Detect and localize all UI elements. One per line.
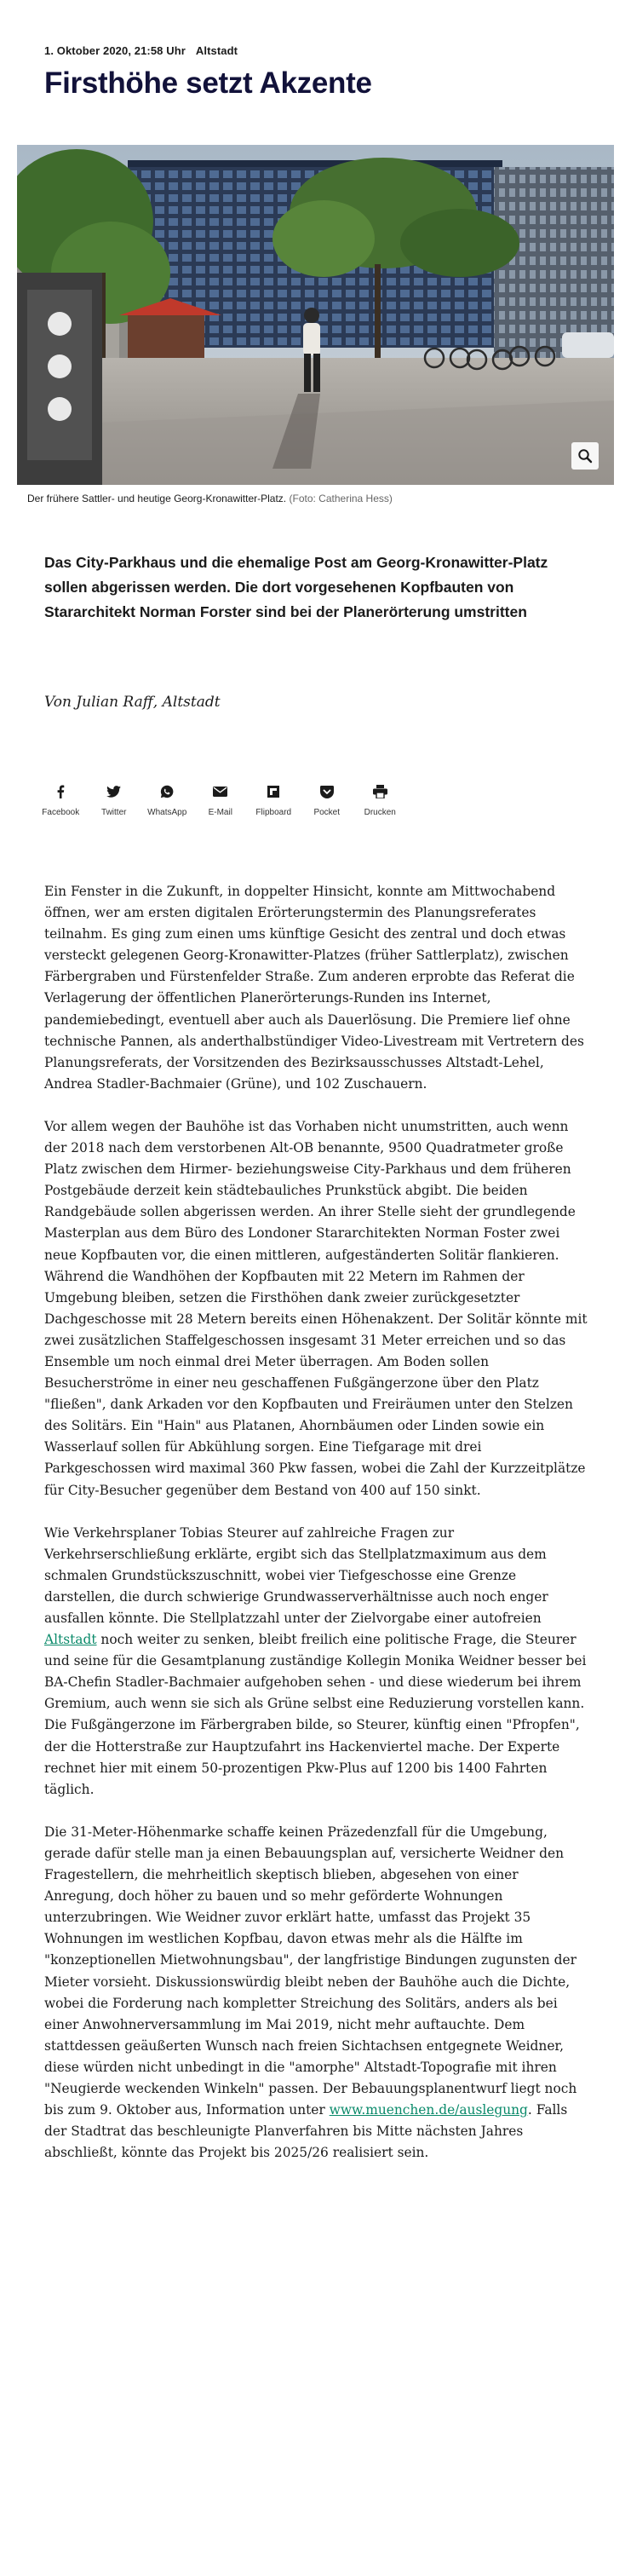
facebook-icon [56,785,65,798]
byline: Von Julian Raff, Altstadt [44,694,221,711]
share-print-button[interactable] [353,782,407,817]
publish-date: 1. Oktober 2020, 21:58 Uhr [44,44,186,57]
pocket-icon [320,786,334,798]
paragraph-text: noch weiter zu senken, bleibt freilich eine politische Frage, die Steurer und seine für die Gesamtplanung zuständige Kollegin Monika Weidner besser bei BA-Chefin Stadler-Bachmaier aufgehoben sehen - und diese wiederum bei ihrem Gremium, auch wenn sie sich als Grüne selbst eine Reduzierung vorstellen kann. Die Fußgängerzone im Färbergraben bilde, so Steurer, künftig einen "Pfropfen", der die Hotterstraße zur Hauptzufahrt ins Hackenviertel mache. Der Experte rechnet hier mit einem 50-prozentigen Pkw-Plus auf 1200 bis 1400 Fahrten täglich. [44,1632,587,1797]
share-label: Facebook [42,808,80,817]
share-email-button[interactable] [194,782,248,817]
article-meta [44,44,238,57]
paragraph: Vor allem wegen der Bauhöhe ist das Vorhaben nicht unumstritten, auch wenn der 2018 nach dem verstorbenen Alt-OB benannte, 9500 Quadratmeter große Platz zwischen dem Hirmer- beziehungsweise City-Parkhaus und dem früheren Postgebäude derzeit kein städtebauliches Prunkstück abgibt. Die beiden Randgebäude sollen abgerissen werden. An ihrer Stelle sieht der grundlegende Masterplan aus dem Büro des Londoner Stararchitekten Norman Foster zwei neue Kopfbauten vor, die einen mittleren, aufgeständerten Solitär flankieren. Während die Wandhöhen der Kopfbauten mit 22 Metern im Rahmen der Umgebung bleiben, setzen die Firsthöhen dank zweier zurückgesetzter Dachgeschosse mit 28 Metern bereits einen Höhenakzent. Der Solitär könnte mit zwei zusätzlichen Staffelgeschossen insgesamt 31 Meter erreichen und so das Ensemble um noch einmal drei Meter überragen. Am Boden sollen Besucherströme in einer neu geschaffenen Fußgängerzone über den Platz "fließen", dank Arkaden vor den Kopfbauten und Freiräumen unter den Stelzen des Solitärs. Ein "Hain" aus Platanen, Ahornbäumen oder Linden sowie ein Wasserlauf sollen für Abkühlung sorgen. Eine Tiefgarage mit drei Parkgeschossen wird maximal 360 Pkw fassen, wobei die Zahl der Kurzzeitplätze für City-Besucher gegenüber dem Bestand von 400 auf 150 sinkt. [44,1118,588,1498]
paragraph: Ein Fenster in die Zukunft, in doppelter Hinsicht, konnte am Mittwochabend öffnen, wer am ersten digitalen Erörterungstermin des Planungsreferates teilnahm. Es ging zum einen ums künftige Gesicht des zentral und doch etwas versteckt gelegenen Georg-Kronawitter-Platzes (früher Sattlerplatz), zwischen Färbergraben und Fürstenfelder Straße. Zum anderen erprobte das Referat die Verlagerung der öffentlichen Planerörterungs-Runden ins Internet, pandemiebedingt, eventuell aber auch als Dauerlösung. Die Premiere lief ohne technische Pannen, als anderthalbstündiger Video-Livestream mit Vertretern des Planungsreferats, der Vorsitzenden des Bezirksausschusses Altstadt-Lehel, Andrea Stadler-Bachmaier (Grüne), und 102 Zuschauern. [44,884,584,1092]
share-facebook-button[interactable] [34,782,88,817]
flipboard-icon [267,786,279,798]
caption-credit: (Foto: Catherina Hess) [289,493,393,504]
paragraph-text: Wie Verkehrsplaner Tobias Steurer auf zahlreiche Fragen zur Verkehrserschließung erklärte, ergibt sich das Stellplatzmaximum aus dem schmalen Grundstückszuschnitt, wobei vier Tiefgeschosse eine Grenze darstellen, die durch schwierige Grundwasserverhältnisse auch noch enger ausfallen könnte. Die Stellplatzzahl unter der Zielvorgabe einer autofreien [44,1524,548,1626]
share-label: E-Mail [208,808,232,817]
article-teaser: Das City-Parkhaus und die ehemalige Post am Georg-Kronawitter-Platz sollen abgerissen werden. Die dort vorgesehenen Kopfbauten von Stararchitekt Norman Forster sind bei der Planerörterung umstritten [44,554,548,620]
print-icon [373,785,387,798]
hero-photo [17,145,614,485]
share-pocket-button[interactable] [301,782,354,817]
twitter-icon [106,786,121,798]
share-label: Drucken [364,808,396,817]
share-label: Twitter [101,808,127,817]
paragraph-text: Die 31-Meter-Höhenmarke schaffe keinen Präzedenzfall für die Umgebung, gerade dafür stelle man ja einen Bebauungsplan auf, versicherte Weidner den Fragestellern, die mehrheitlich skeptisch blieben, abgesehen von einer Anregung, doch höher zu bauen und so mehr geförderte Wohnungen unterzubringen. Wie Weidner zuvor erklärt hatte, umfasst das Projekt 35 Wohnungen im westlichen Kopfbau, davon etwas mehr als die Hälfte im "konzeptionellen Mietwohnungsbau", der langfristige Bindungen zugunsten der Mieter vorsieht. Diskussionswürdig bleibt neben der Bauhöhe auch die Dichte, wobei die Forderung nach kompletter Streichung des Solitärs, anders als bei einer Anwohnerversammlung im Mai 2019, nicht mehr auftauchte. Dem stattdessen geäußerten Wunsch nach freien Sichtachsen entgegnete Weidner, diese würden nicht unbedingt in die "amorphe" Altstadt-Topografie mit ihren "Neugierde weckenden Winkeln" passen. Der Bebauungsplanentwurf liegt noch bis zum 9. Oktober aus, Information unter [44,1824,577,2118]
share-flipboard-button[interactable] [247,782,301,817]
share-label: Flipboard [255,808,292,817]
image-zoom-button[interactable] [571,442,599,470]
share-whatsapp-button[interactable] [141,782,194,817]
share-label: WhatsApp [147,808,187,817]
paragraph [44,1822,589,2164]
share-twitter-button[interactable] [88,782,141,817]
paragraph [44,1523,589,1801]
page-title: Firsthöhe setzt Akzente [44,66,372,100]
mail-icon [213,787,227,797]
caption-text: Der frühere Sattler- und heutige Georg-Kronawitter-Platz. [27,493,287,504]
share-label: Pocket [313,808,341,817]
altstadt-link[interactable]: Altstadt [44,1632,97,1648]
paragraph-text: . Falls der Stadtrat das beschleunigte Planverfahren bis Mitte nächsten Jahres abschließt, könnte das Projekt bis 2025/26 realisiert sein. [44,2102,568,2161]
section-label: Altstadt [195,44,238,57]
image-caption [27,493,393,504]
share-bar [34,782,407,817]
magnifier-icon [577,448,593,464]
article-body [44,881,589,2185]
hero-image[interactable] [17,145,614,485]
auslegung-link[interactable]: www.muenchen.de/auslegung [329,2102,528,2118]
whatsapp-icon [160,785,174,798]
